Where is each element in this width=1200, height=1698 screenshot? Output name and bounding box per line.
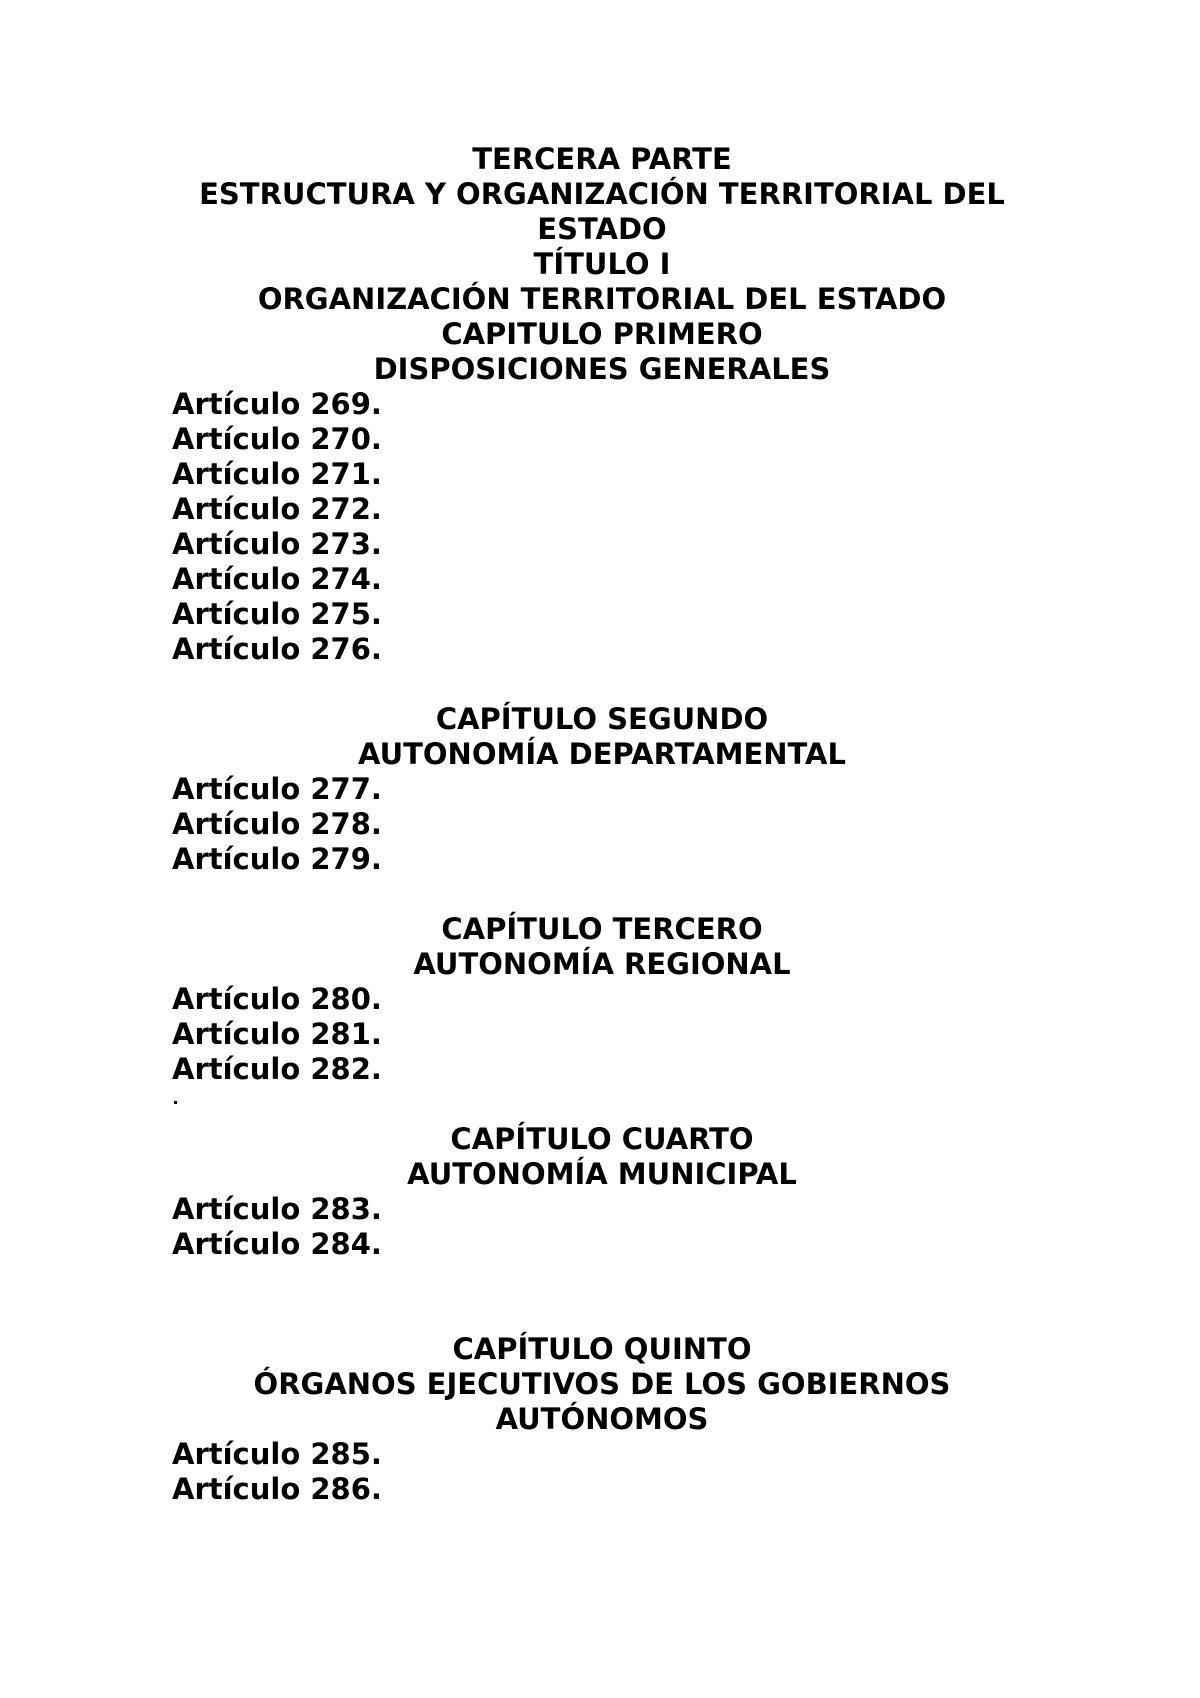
- stray-dot: [174, 1101, 177, 1104]
- article-item: Artículo 269.: [172, 387, 382, 421]
- title-name: ORGANIZACIÓN TERRITORIAL DEL ESTADO: [257, 282, 947, 316]
- chapter-name: ÓRGANOS EJECUTIVOS DE LOS GOBIERNOS AUTÓNOMOS: [253, 1367, 951, 1436]
- part-heading: TERCERA PARTE: [472, 142, 732, 176]
- article-item: Artículo 279.: [172, 842, 382, 876]
- article-item: Artículo 278.: [172, 807, 382, 841]
- article-item: Artículo 274.: [172, 562, 382, 596]
- chapter-name: AUTONOMÍA REGIONAL: [413, 947, 791, 981]
- chapter-name: DISPOSICIONES GENERALES: [373, 352, 831, 386]
- spacer: [172, 667, 1032, 702]
- chapter-name: AUTONOMÍA MUNICIPAL: [407, 1157, 797, 1191]
- article-item: Artículo 284.: [172, 1227, 382, 1261]
- article-item: Artículo 273.: [172, 527, 382, 561]
- article-item: Artículo 272.: [172, 492, 382, 526]
- article-item: Artículo 270.: [172, 422, 382, 456]
- chapter-label: CAPÍTULO QUINTO: [452, 1332, 752, 1366]
- chapter-label: CAPÍTULO TERCERO: [441, 912, 763, 946]
- article-item: Artículo 276.: [172, 632, 382, 666]
- article-item: Artículo 277.: [172, 772, 382, 806]
- spacer: [172, 877, 1032, 912]
- article-item: Artículo 283.: [172, 1192, 382, 1226]
- article-item: Artículo 282.: [172, 1052, 382, 1086]
- spacer: [172, 1087, 1032, 1122]
- chapter-label: CAPITULO PRIMERO: [441, 317, 763, 351]
- article-item: Artículo 286.: [172, 1472, 382, 1506]
- chapter-label: CAPÍTULO SEGUNDO: [435, 702, 769, 736]
- document-content: [172, 142, 1032, 1507]
- chapter-name: AUTONOMÍA DEPARTAMENTAL: [358, 737, 846, 771]
- article-item: Artículo 280.: [172, 982, 382, 1016]
- article-item: Artículo 271.: [172, 457, 382, 491]
- chapter-label: CAPÍTULO CUARTO: [450, 1122, 754, 1156]
- spacer: [172, 1262, 1032, 1332]
- article-item: Artículo 281.: [172, 1017, 382, 1051]
- part-title: ESTRUCTURA Y ORGANIZACIÓN TERRITORIAL DEL ESTADO: [199, 177, 1005, 246]
- title-heading: TÍTULO I: [533, 247, 671, 281]
- article-item: Artículo 275.: [172, 597, 382, 631]
- article-item: Artículo 285.: [172, 1437, 382, 1471]
